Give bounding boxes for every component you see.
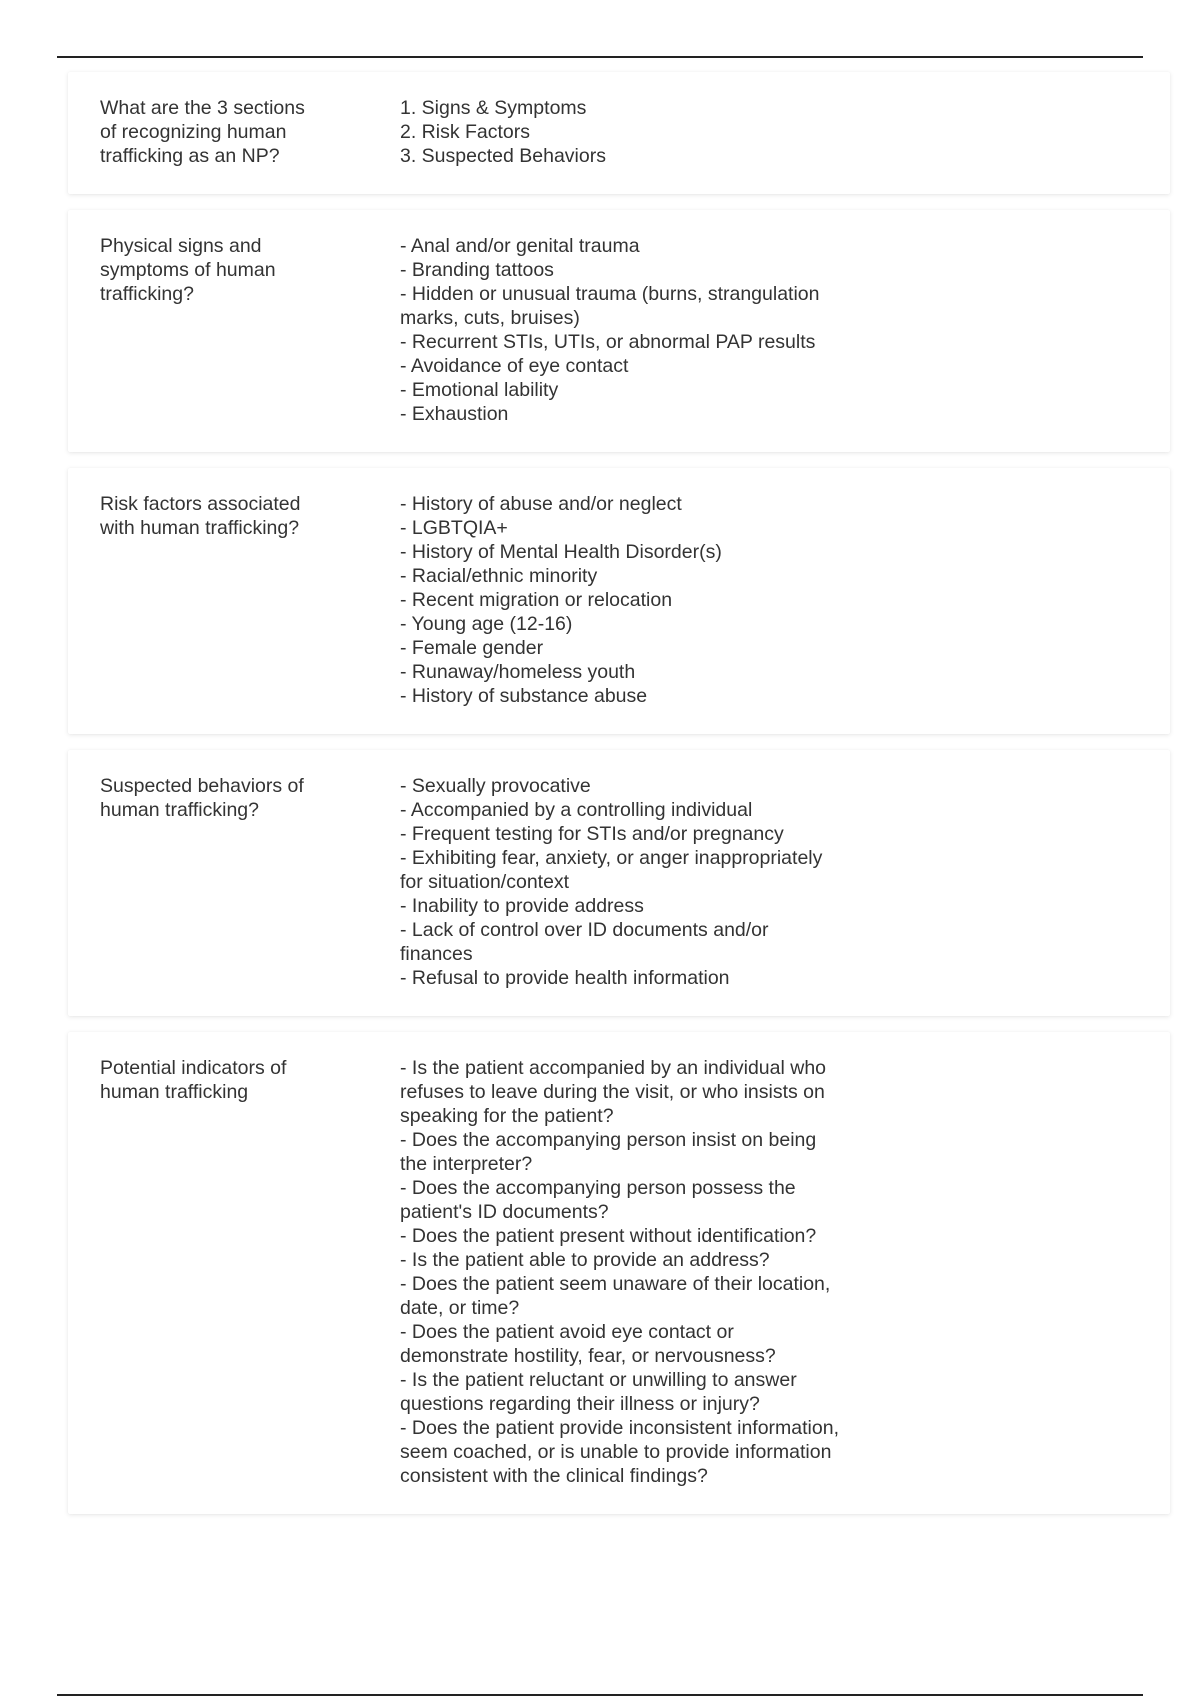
flashcard (68, 750, 1170, 1016)
flashcard-definition: 1. Signs & Symptoms 2. Risk Factors 3. Suspected Behaviors (400, 97, 606, 167)
flashcard-definition: - Anal and/or genital trauma - Branding tattoos - Hidden or unusual trauma (burns, strangulation marks, cuts, bruises) - Recurrent STIs, UTIs, or abnormal PAP results - Avoidance of eye contact - Emotional lability - Exhaustion (400, 235, 820, 425)
flashcard-term: Risk factors associated with human trafficking? (100, 493, 301, 539)
flashcard-definition: - Is the patient accompanied by an individual who refuses to leave during the visit, or who insists on speaking for the patient? - Does the accompanying person insist on being the interpreter? - Does the accompanying person possess the patient's ID documents? - Does the patient present without identification? - Is the patient able to provide an address? - Does the patient seem unaware of their location, date, or time? - Does the patient avoid eye contact or demonstrate hostility, fear, or nervousness? - Is the patient reluctant or unwilling to answer questions regarding their illness or injury? - Does the patient provide inconsistent information, seem coached, or is unable to provide information consistent with the clinical findings? (400, 1057, 839, 1487)
flashcard (68, 72, 1170, 194)
flashcard (68, 210, 1170, 452)
flashcard-list (68, 72, 1170, 1530)
flashcard-term: Potential indicators of human trafficking (100, 1057, 287, 1103)
flashcard (68, 1032, 1170, 1514)
top-divider (57, 56, 1143, 58)
flashcard-definition: - Sexually provocative - Accompanied by a controlling individual - Frequent testing for STIs and/or pregnancy - Exhibiting fear, anxiety, or anger inappropriately for situation/context - Inability to provide address - Lack of control over ID documents and/or finances - Refusal to provide health information (400, 775, 823, 989)
flashcard-term: Suspected behaviors of human trafficking? (100, 775, 304, 821)
flashcard-term: Physical signs and symptoms of human trafficking? (100, 235, 276, 305)
flashcard-term: What are the 3 sections of recognizing human trafficking as an NP? (100, 97, 305, 167)
bottom-divider (57, 1694, 1143, 1696)
flashcard-definition: - History of abuse and/or neglect - LGBTQIA+ - History of Mental Health Disorder(s) - Racial/ethnic minority - Recent migration or relocation - Young age (12-16) - Female gender - Runaway/homeless youth - History of substance abuse (400, 493, 722, 707)
flashcard (68, 468, 1170, 734)
